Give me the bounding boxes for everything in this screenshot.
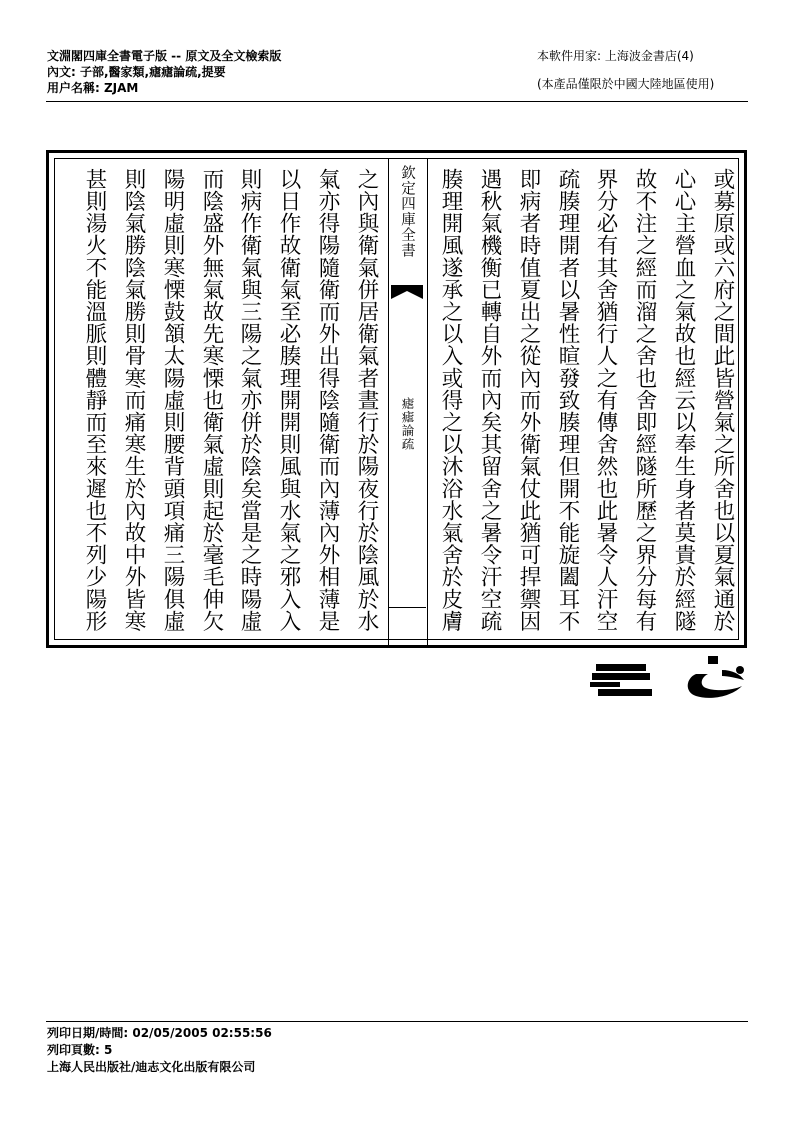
text-column-15: 則陰氣勝陰氣勝則骨寒而痛寒生於內故中外皆寒 bbox=[121, 168, 146, 633]
footer-divider bbox=[46, 1021, 748, 1022]
text-column-10: 氣亦得陽隨衛而外出得陰隨衛而內薄內外相薄是 bbox=[315, 168, 340, 633]
header-licensee: 本軟件用家: 上海波金書店(4) bbox=[537, 49, 694, 63]
text-column-1: 或募原或六府之間此皆營氣之所舍也以夏氣通於 bbox=[710, 168, 735, 633]
header-content-path: 內文: 子部,醫家類,瘧瘧論疏,提要 bbox=[47, 65, 226, 79]
banxin-left-rule bbox=[388, 159, 389, 645]
footer-publisher: 上海人民出版社/迪志文化出版有限公司 bbox=[47, 1060, 256, 1074]
banxin-lower-rule bbox=[388, 607, 426, 608]
text-column-9: 之內與衛氣併居衛氣者晝行於陽夜行於陰風於水 bbox=[354, 168, 379, 633]
header-left bbox=[47, 48, 281, 96]
text-column-11: 以日作故衛氣至必腠理開開則風與水氣之邪入入 bbox=[276, 168, 301, 633]
text-column-3: 故不注之經而溜之舍也舍即經隧所歷之界分每有 bbox=[632, 168, 657, 633]
banxin-book-name: 瘧瘧論疏 bbox=[400, 397, 415, 451]
header-right bbox=[537, 48, 714, 92]
footer-print-pages: 列印頁數: 5 bbox=[47, 1043, 113, 1057]
text-column-2: 心心主營血之氣故也經云以奉生身者莫貴於經隧 bbox=[671, 168, 696, 633]
banxin-center-column bbox=[388, 159, 426, 645]
text-column-14: 陽明虛則寒慄鼓頷太陽虛則腰背頭項痛三陽俱虛 bbox=[160, 168, 185, 633]
header-username: 用户名稱: ZJAM bbox=[47, 81, 139, 95]
banxin-right-rule bbox=[427, 159, 428, 645]
page-frame bbox=[46, 150, 747, 648]
footer bbox=[47, 1025, 272, 1076]
text-column-12: 則病作衛氣與三陽之氣亦併於陰矣當是之時陽虛 bbox=[237, 168, 262, 633]
seal-mark-right-icon bbox=[682, 656, 748, 702]
banxin-title: 欽定四庫全書 bbox=[399, 165, 415, 258]
text-column-6: 即病者時值夏出之從內而外衛氣仗此猶可捍禦因 bbox=[516, 168, 541, 633]
fishtail-mark-icon bbox=[391, 285, 423, 303]
seal-mark-left-icon bbox=[590, 662, 654, 698]
header-region-notice: (本產品僅限於中國大陸地區使用) bbox=[537, 77, 715, 91]
header-title: 文淵閣四庫全書電子版 -- 原文及全文檢索版 bbox=[47, 49, 282, 63]
footer-print-date: 列印日期/時間: 02/05/2005 02:55:56 bbox=[47, 1026, 272, 1040]
page-frame-inner bbox=[54, 158, 739, 640]
text-column-4: 界分必有其舍猶行人之有傳舍然也此暑令人汗空 bbox=[593, 168, 618, 633]
text-column-16: 甚則湯火不能溫脈則體靜而至來遲也不列少陽形 bbox=[82, 168, 107, 633]
header-divider bbox=[46, 101, 748, 102]
text-column-5: 疏腠理開者以暑性暄發致腠理但開不能旋闔耳不 bbox=[555, 168, 580, 633]
text-column-8: 腠理開風遂承之以入或得之以沐浴水氣舍於皮膚 bbox=[438, 168, 463, 633]
text-column-7: 遇秋氣機衡已轉自外而內矣其留舍之暑令汗空疏 bbox=[477, 168, 502, 633]
text-column-13: 而陰盛外無氣故先寒慄也衛氣虛則起於毫毛伸欠 bbox=[199, 168, 224, 633]
